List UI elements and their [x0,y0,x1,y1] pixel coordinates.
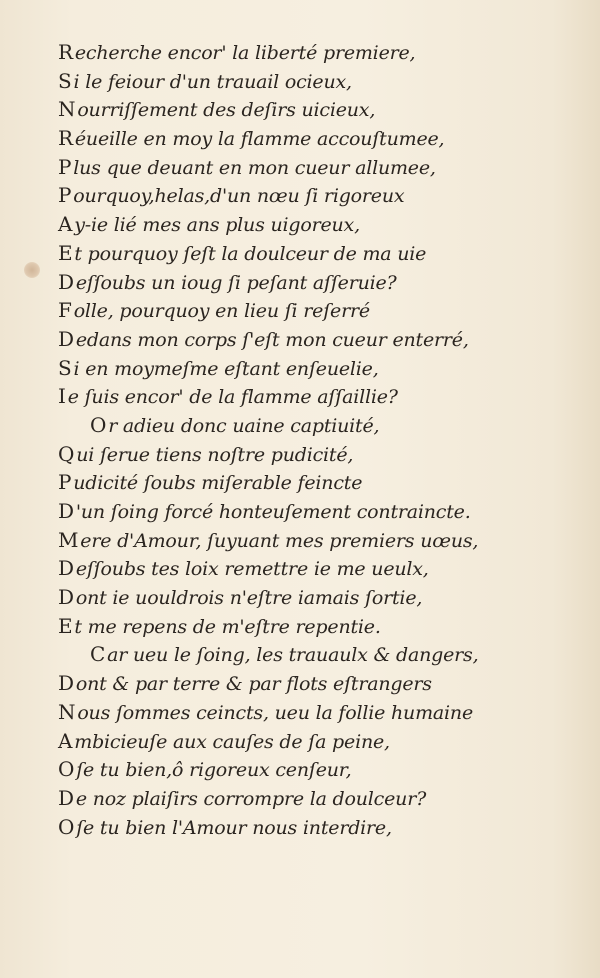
poem-line [58,583,578,612]
line-text: ourquoy,helas,d'un nœu ſi rigoreux [73,185,405,208]
line-text: i le feiour d'un trauail ocieux, [73,70,352,93]
poem-line [58,554,578,583]
poem-line [58,210,578,239]
line-initial: C [90,642,106,667]
poem-line [58,468,578,497]
poem-line [58,95,578,124]
poem-line [58,124,578,153]
line-initial: N [58,97,76,122]
line-text: ar ueu le ſoing, les trauaulx & dangers, [107,644,479,667]
line-text: echerche encor' la liberté premiere, [74,42,416,64]
line-initial: A [58,212,73,237]
poem-line [58,67,578,96]
line-text: udicité ſoubs miſerable feincte [73,472,363,495]
poem-line [58,181,578,210]
poem-line [58,526,578,555]
line-text: ous ſommes ceincts, ueu la follie humaine [77,701,473,724]
poem-line [58,382,578,411]
line-initial: D [58,785,74,810]
line-text: 'un ſoing forcé honteuſement contraincte. [75,501,471,523]
line-initial: R [58,126,73,151]
line-text: ere d'Amour, ſuyuant mes premiers uœus, [80,529,479,552]
poem-line [58,755,578,784]
line-text: i en moymeſme eſtant enſeuelie, [73,357,379,380]
line-text: eſſoubs un ioug ſi peſant aſſeruie? [75,271,397,294]
line-text: edans mon corps ſ'eſt mon cueur enterré, [75,328,469,351]
line-initial: D [58,556,74,581]
line-text: lus que deuant en mon cueur allumee, [73,156,436,179]
line-text: eſſoubs tes loix remettre ie me ueulx, [75,558,429,581]
line-text: t me repens de m'eſtre repentie. [74,615,381,638]
line-initial: P [58,183,72,208]
poem-line [58,325,578,354]
line-initial: S [58,355,72,380]
poem-line [58,640,578,669]
line-text: ont ie uouldrois n'eſtre iamais ſortie, [75,587,423,610]
line-text: ui ſerue tiens noſtre pudicité, [76,443,354,466]
line-text: t pourquoy ſeſt la doulceur de ma uie [74,242,427,265]
line-initial: S [58,68,72,93]
line-initial: R [58,40,73,64]
line-initial: P [58,154,72,179]
poem-line [58,698,578,727]
line-initial: E [58,613,73,638]
line-text: r adieu donc uaine captiuité, [108,414,380,437]
line-initial: D [58,269,74,294]
poem-line [58,296,578,325]
line-initial: E [58,240,73,265]
poem-line [58,153,578,182]
line-text: ſe tu bien,ô rigoreux cenſeur, [76,759,352,782]
poem-line [58,411,578,440]
line-initial: O [58,757,75,782]
paper-stain [24,262,40,278]
poem-line [58,784,578,813]
line-text: ont & par terre & par flots eſtrangers [75,673,432,696]
line-initial: O [58,814,75,839]
line-initial: A [58,728,73,753]
poem-line [58,239,578,268]
poem-line [58,440,578,469]
line-text: e ſuis encor' de la flamme aſſaillie? [67,386,398,409]
line-initial: F [58,298,72,323]
line-initial: D [58,585,74,610]
line-initial: I [58,384,66,409]
line-initial: Q [58,441,75,466]
line-text: éueille en moy la flamme accouſtumee, [74,128,445,151]
line-text: olle, pourquoy en lieu ſi reſerré [73,300,370,323]
line-initial: D [58,499,74,523]
line-initial: P [58,470,72,495]
line-initial: D [58,326,74,351]
poem-line [58,669,578,698]
poem-line [58,813,578,842]
poem-line [58,497,578,526]
line-initial: N [58,699,76,724]
poem-line [58,354,578,383]
line-text: ſe tu bien l'Amour nous interdire, [76,816,392,839]
poem-line [58,612,578,641]
poem-line [58,38,578,67]
line-text: mbicieuſe aux cauſes de ſa peine, [74,730,390,753]
line-initial: D [58,671,74,696]
poem-line [58,268,578,297]
line-initial: O [90,412,107,437]
line-initial: M [58,527,79,552]
line-text: ourriſſement des deſirs uicieux, [77,99,376,122]
poem-line [58,727,578,756]
poem-text [58,38,578,841]
line-text: e noz plaiſirs corrompre la doulceur? [75,787,427,810]
line-text: y-ie lié mes ans plus uigoreux, [74,214,360,237]
